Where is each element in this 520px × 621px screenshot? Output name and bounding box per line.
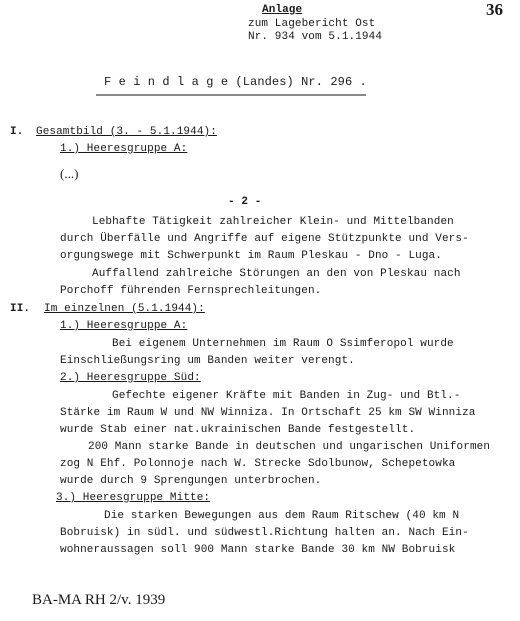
para-2-line-1: Auffallend zahlreiche Störungen an den von Pleskau nach	[92, 268, 461, 280]
para-1-line-2: durch Überfälle und Angriffe auf eigene Stützpunkte und Vers-	[60, 233, 469, 245]
section-2-numeral: II.	[10, 303, 31, 315]
section-2-sub-1-label: 1.) Heeresgruppe A:	[60, 320, 188, 332]
page-mark: - 2 -	[228, 196, 262, 208]
sub-2-line-6: wurde durch 9 Sprengungen unterbrochen.	[60, 475, 322, 487]
archive-reference: BA-MA RH 2/v. 1939	[32, 592, 166, 608]
para-2-line-2: Porchoff führenden Fernsprechleitungen.	[60, 285, 322, 297]
sub-2-line-4: 200 Mann starke Bande in deutschen und ungarischen Uniformen	[88, 441, 491, 453]
sub-2-line-5: zog N Ehf. Polonnoje nach W. Strecke Sdolbunow, Schepetowka	[60, 458, 456, 470]
sub-3-line-2: Bobruisk) in südl. und südwestl.Richtung halten an. Nach Ein-	[60, 527, 469, 539]
sub-3-line-1: Die starken Bewegungen aus dem Raum Ritschew (40 km N	[104, 510, 460, 522]
sub-3-line-3: wohneraussagen soll 900 Mann starke Bande 30 km NW Bobruisk	[60, 544, 456, 556]
section-1-sub-1-label: 1.) Heeresgruppe A:	[60, 143, 188, 155]
header-line-1: zum Lagebericht Ost	[248, 18, 376, 30]
section-2-heading: Im einzelnen (5.1.1944):	[44, 303, 205, 315]
section-2-sub-2-label: 2.) Heeresgruppe Süd:	[60, 372, 201, 384]
section-1-sub-1	[60, 143, 187, 155]
section-2-sub-3	[56, 492, 210, 504]
sub-1-line-1: Bei eigenem Unternehmen im Raum O Ssimferopol wurde	[112, 338, 454, 350]
document-title: F e i n d l a g e (Landes) Nr. 296 .	[104, 75, 367, 89]
section-2-sub-1	[60, 320, 187, 332]
para-1-line-3: orgungswege mit Schwerpunkt im Raum Pleskau - Dno - Luga.	[60, 250, 442, 262]
title-rule	[96, 94, 366, 96]
sub-2-line-1: Gefechte eigener Kräfte mit Banden in Zug- und Btl.-	[112, 390, 461, 402]
para-1-line-1: Lebhafte Tätigkeit zahlreicher Klein- und Mittelbanden	[92, 216, 454, 228]
section-2-sub-3-label: 3.) Heeresgruppe Mitte:	[56, 492, 211, 504]
section-2-sub-2	[60, 372, 201, 384]
header-line-2: Nr. 934 vom 5.1.1944	[248, 31, 383, 43]
page-number: 36	[486, 0, 503, 19]
ellipsis: (...)	[60, 166, 79, 181]
section-1-numeral: I.	[10, 126, 24, 138]
sub-2-line-2: Stärke im Raum W und NW Winniza. In Ortschaft 25 km SW Winniza	[60, 407, 476, 419]
section-1-heading: Gesamtbild (3. - 5.1.1944):	[36, 126, 217, 138]
sub-1-line-2: Einschließungsring um Banden weiter verengt.	[60, 355, 355, 367]
sub-2-line-3: wurde Stab einer nat.ukrainischen Bande festgestellt.	[60, 424, 416, 436]
header-title: Anlage	[262, 4, 303, 16]
